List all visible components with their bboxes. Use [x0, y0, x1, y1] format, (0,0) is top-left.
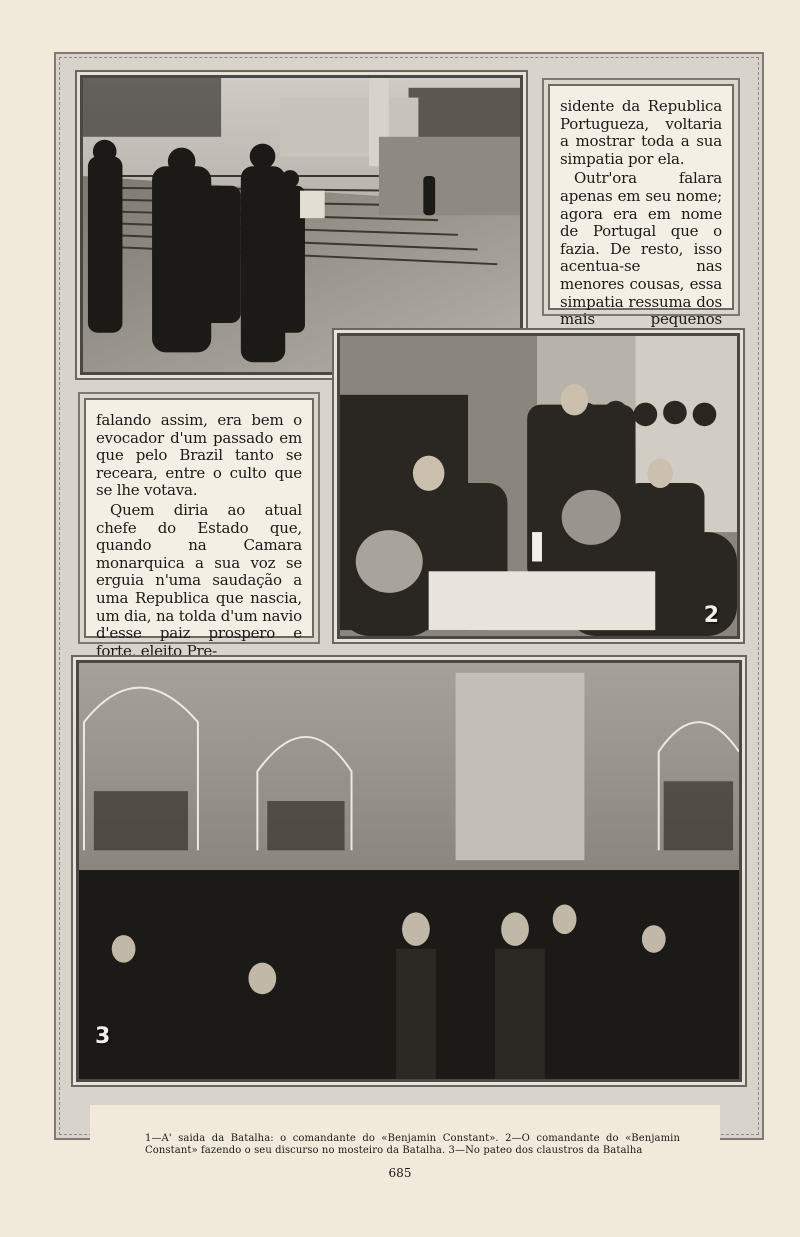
photo-3-image	[79, 663, 739, 1079]
paragraph: sidente da Republica Portugueza, voltaria a mostrar toda a sua simpatia por ela.	[560, 97, 722, 168]
paragraph: Outr'ora falara apenas em seu nome; agora era em nome de Portugal que o fazia. De resto, isso acentua-se nas menores cousas, essa simpatia ressuma dos mais pequenos	[560, 169, 722, 329]
photo-3-number: 3	[95, 1024, 111, 1049]
photo-1-image	[83, 78, 520, 372]
text-column-left	[96, 412, 302, 662]
photo-3-cloister	[76, 660, 742, 1082]
page-number: 685	[388, 1166, 412, 1180]
photo-caption: 1—A' saida da Batalha: o comandante do «Benjamin Constant». 2—O comandante do «Benjamin Constant» fazendo o seu discurso no mosteiro da Batalha. 3—No pateo dos claustros da Batalha	[145, 1133, 680, 1156]
text-block-top-right	[548, 84, 734, 329]
text-block-left	[84, 398, 314, 660]
paragraph: falando assim, era bem o evocador d'um passado em que pelo Brazil tanto se receara, entre o culto que se lhe votava.	[96, 411, 302, 500]
photo-2-image	[340, 336, 737, 636]
photo-2-number: 2	[703, 603, 719, 628]
photo-1-batalha-steps	[80, 75, 523, 375]
text-column-top	[560, 98, 722, 348]
photo-2-speech	[337, 333, 740, 639]
paragraph: Quem diria ao atual chefe do Estado que, quando na Camara monarquica a sua voz se erguia n'uma saudação a uma Republica que nascia, um dia, na tolda d'um navio d'esse paiz prospero e forte, eleito Pre-	[96, 500, 302, 660]
